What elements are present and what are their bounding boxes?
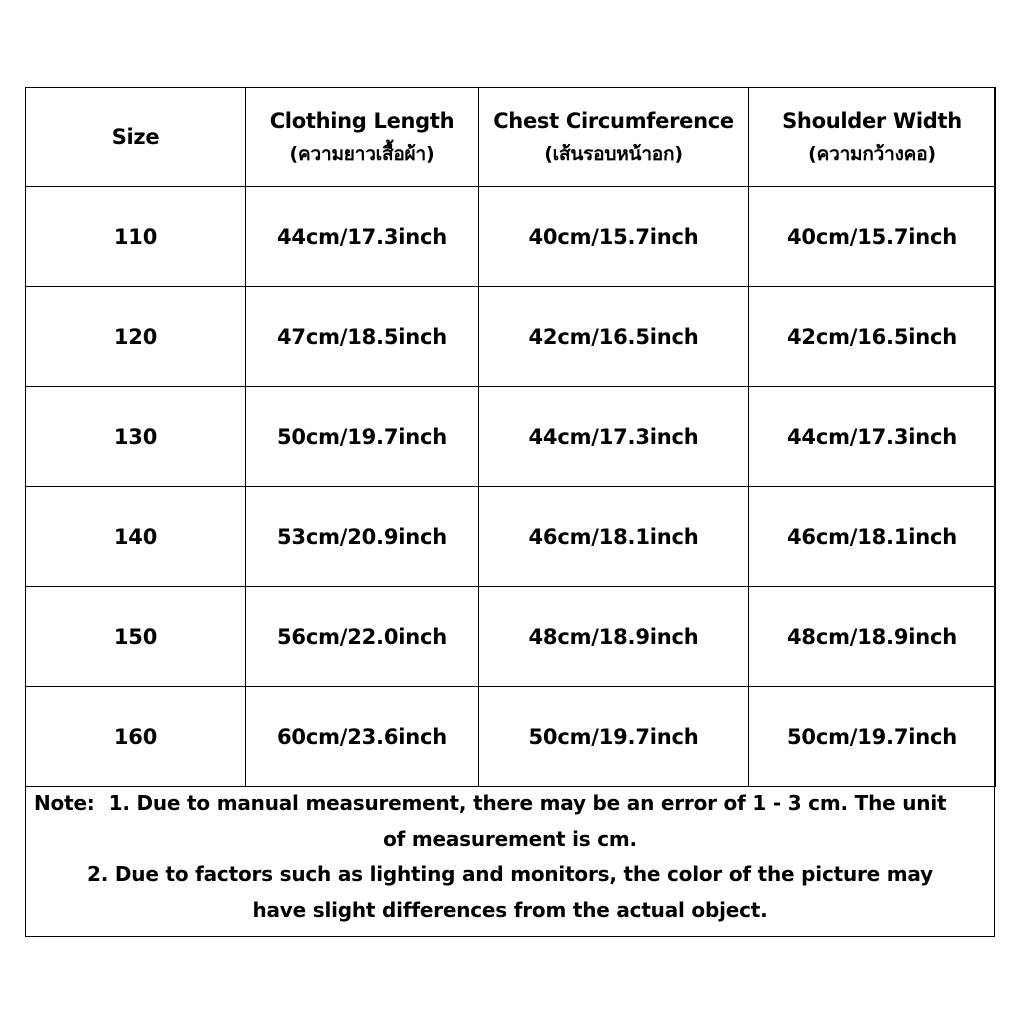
cell-chest-circumference: 40cm/15.7inch [479,187,749,287]
table-row [26,487,996,587]
cell-clothing-length: 44cm/17.3inch [246,187,479,287]
table-row [26,287,996,387]
header-chest-circumference [479,88,749,187]
header-clothing-length-label: Clothing Length [269,109,455,133]
note-line-2: of measurement is cm. [383,826,637,851]
header-shoulder-width-thai: (ความกว้างคอ) [808,143,936,165]
cell-shoulder-width: 46cm/18.1inch [749,487,996,587]
cell-clothing-length: 53cm/20.9inch [246,487,479,587]
cell-size: 160 [26,687,246,787]
table-row [26,587,996,687]
header-clothing-length [246,88,479,187]
cell-clothing-length: 47cm/18.5inch [246,287,479,387]
header-clothing-length-thai: (ความยาวเสื้อผ้า) [289,143,435,165]
cell-shoulder-width: 44cm/17.3inch [749,387,996,487]
note-line-4: have slight differences from the actual object. [252,897,768,922]
header-shoulder-width-label: Shoulder Width [782,109,962,133]
cell-clothing-length: 60cm/23.6inch [246,687,479,787]
cell-size: 130 [26,387,246,487]
cell-shoulder-width: 42cm/16.5inch [749,287,996,387]
table-header-row [26,88,996,187]
header-chest-circumference-thai: (เส้นรอบหน้าอก) [544,143,683,165]
note-line-3: 2. Due to factors such as lighting and monitors, the color of the picture may [87,862,933,886]
cell-chest-circumference: 44cm/17.3inch [479,387,749,487]
cell-chest-circumference: 46cm/18.1inch [479,487,749,587]
cell-chest-circumference: 48cm/18.9inch [479,587,749,687]
note-box [26,782,994,936]
cell-clothing-length: 56cm/22.0inch [246,587,479,687]
cell-shoulder-width: 50cm/19.7inch [749,687,996,787]
cell-size: 150 [26,587,246,687]
header-chest-circumference-label: Chest Circumference [493,109,734,133]
size-chart [25,87,995,937]
table-row [26,387,996,487]
size-table [25,87,996,787]
cell-clothing-length: 50cm/19.7inch [246,387,479,487]
cell-size: 110 [26,187,246,287]
note-line-1 [32,786,988,822]
cell-shoulder-width: 48cm/18.9inch [749,587,996,687]
header-size-label: Size [111,125,160,149]
note-text-1: 1. Due to manual measurement, there may be an error of 1 - 3 cm. The unit [108,791,947,815]
note-label: Note: [34,791,95,815]
cell-shoulder-width: 40cm/15.7inch [749,187,996,287]
table-row [26,687,996,787]
header-size [26,88,246,187]
cell-size: 140 [26,487,246,587]
table-row [26,187,996,287]
cell-chest-circumference: 50cm/19.7inch [479,687,749,787]
cell-size: 120 [26,287,246,387]
cell-chest-circumference: 42cm/16.5inch [479,287,749,387]
header-shoulder-width [749,88,996,187]
